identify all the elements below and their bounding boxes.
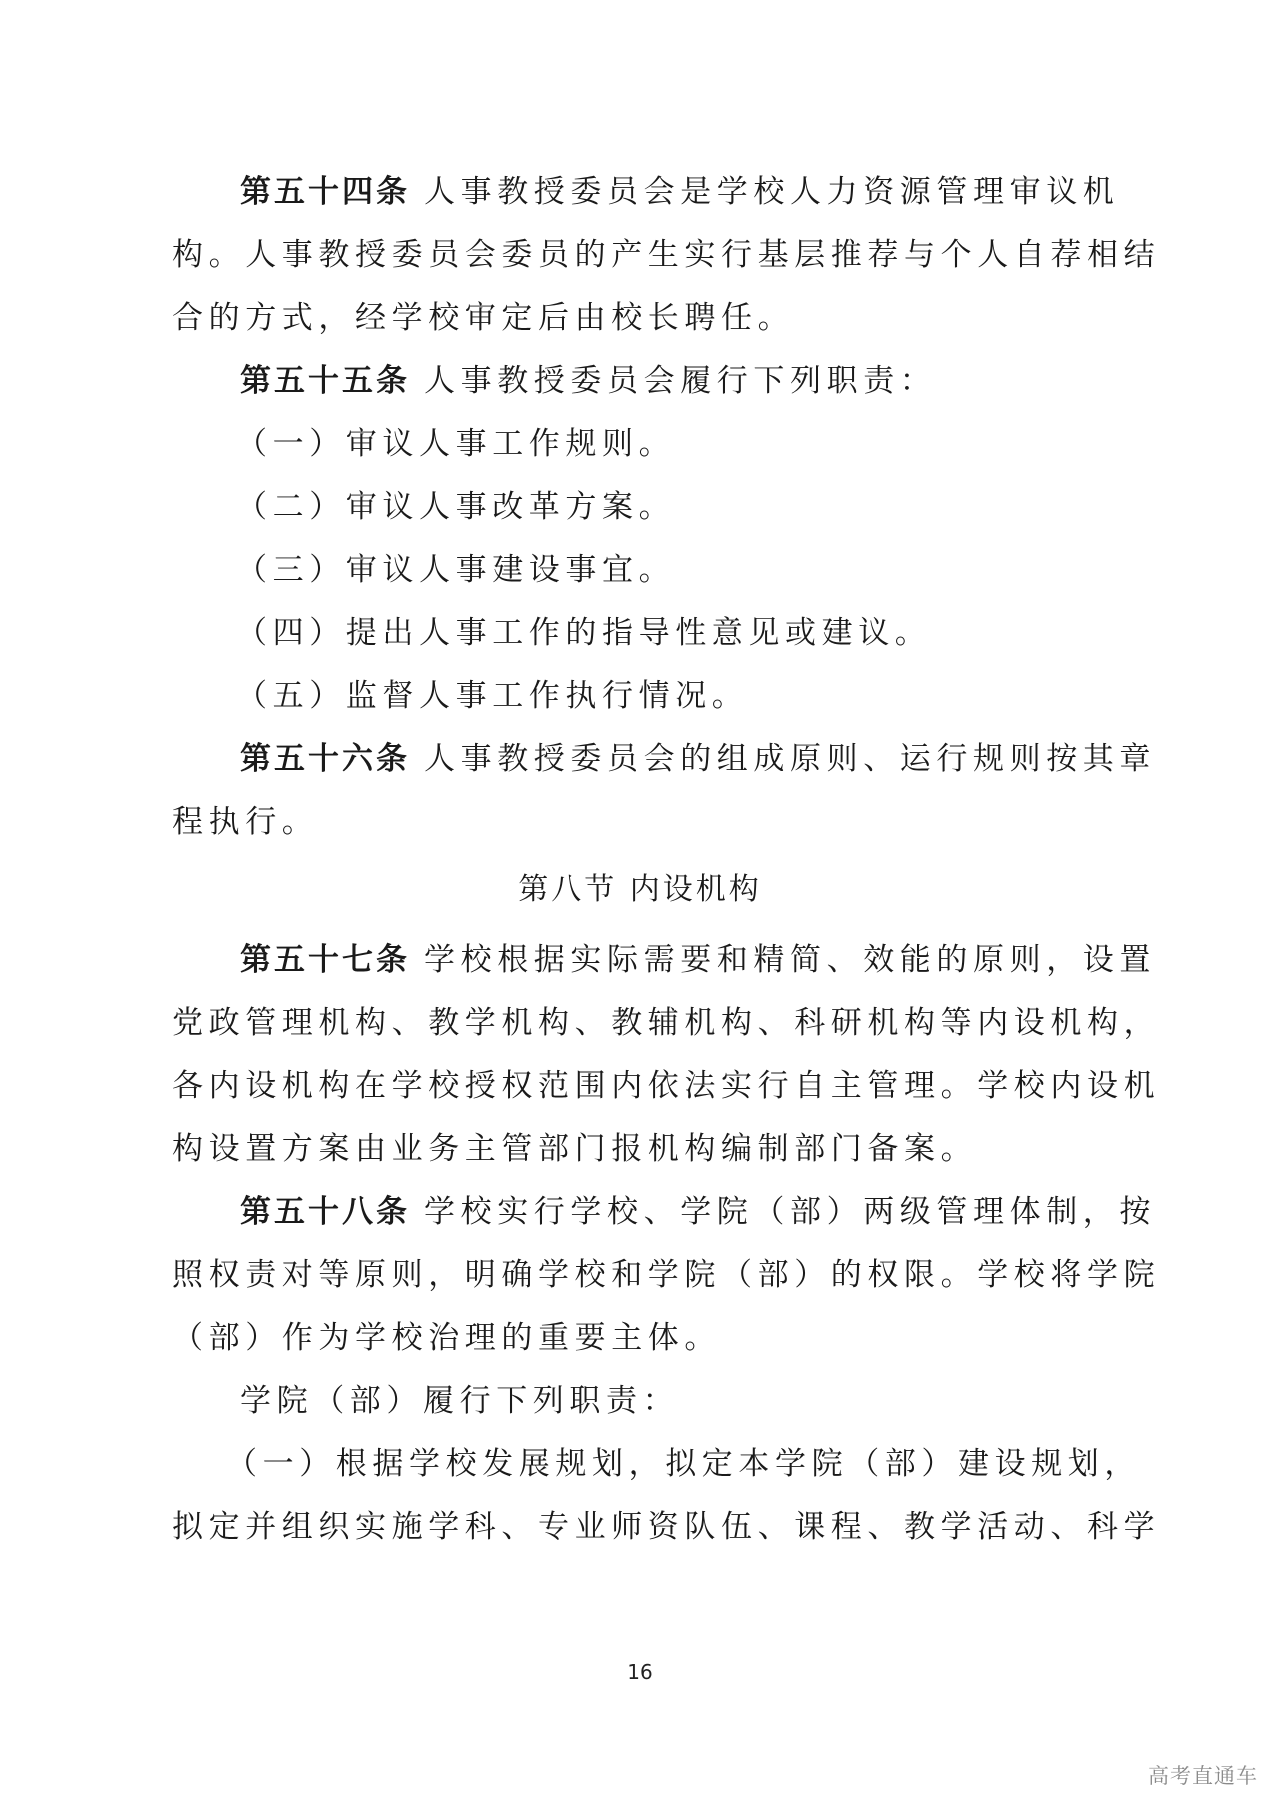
article-56-line-1: 第五十六条 人事教授委员会的组成原则、运行规则按其章	[240, 741, 1156, 777]
article-57-line-2: 党政管理机构、教学机构、教辅机构、科研机构等内设机构，	[172, 1005, 1161, 1041]
article-58-line-2: 照权责对等原则，明确学校和学院（部）的权限。学校将学院	[172, 1257, 1161, 1293]
article-55-item-3: （三）审议人事建设事宜。	[236, 552, 676, 588]
article-55-label: 第五十五条	[240, 363, 410, 399]
article-58-line-3: （部）作为学校治理的重要主体。	[172, 1320, 721, 1356]
article-56-line-2: 程执行。	[172, 804, 319, 840]
article-56-label: 第五十六条	[240, 741, 410, 777]
watermark: 高考直通车	[1148, 1764, 1258, 1788]
article-58-line-1: 第五十八条 学校实行学校、学院（部）两级管理体制，按	[240, 1194, 1156, 1230]
article-55-item-1: （一）审议人事工作规则。	[236, 426, 676, 462]
article-57-label: 第五十七条	[240, 942, 410, 978]
article-58-item-1-cont: 拟定并组织实施学科、专业师资队伍、课程、教学活动、科学	[172, 1509, 1161, 1545]
article-55-item-4: （四）提出人事工作的指导性意见或建议。	[236, 615, 932, 651]
article-57-line-3: 各内设机构在学校授权范围内依法实行自主管理。学校内设机	[172, 1068, 1161, 1104]
article-58-intro: 学院（部）履行下列职责：	[240, 1383, 680, 1419]
article-54-line-3: 合的方式，经学校审定后由校长聘任。	[172, 300, 795, 336]
article-55-item-5: （五）监督人事工作执行情况。	[236, 678, 749, 714]
page-number: 16	[627, 1660, 653, 1684]
article-57-line-4: 构设置方案由业务主管部门报机构编制部门备案。	[172, 1131, 978, 1167]
article-57-line-1: 第五十七条 学校根据实际需要和精简、效能的原则，设置	[240, 942, 1156, 978]
article-58-label: 第五十八条	[240, 1194, 410, 1230]
article-54-line-1: 第五十四条 人事教授委员会是学校人力资源管理审议机	[240, 174, 1120, 210]
article-54-label: 第五十四条	[240, 174, 410, 210]
article-55-item-2: （二）审议人事改革方案。	[236, 489, 676, 525]
article-55-line-1: 第五十五条 人事教授委员会履行下列职责：	[240, 363, 937, 399]
article-54-line-2: 构。人事教授委员会委员的产生实行基层推荐与个人自荐相结	[172, 237, 1161, 273]
section-heading: 第八节 内设机构	[518, 872, 762, 907]
article-58-item-1: （一）根据学校发展规划，拟定本学院（部）建设规划，	[226, 1446, 1141, 1482]
